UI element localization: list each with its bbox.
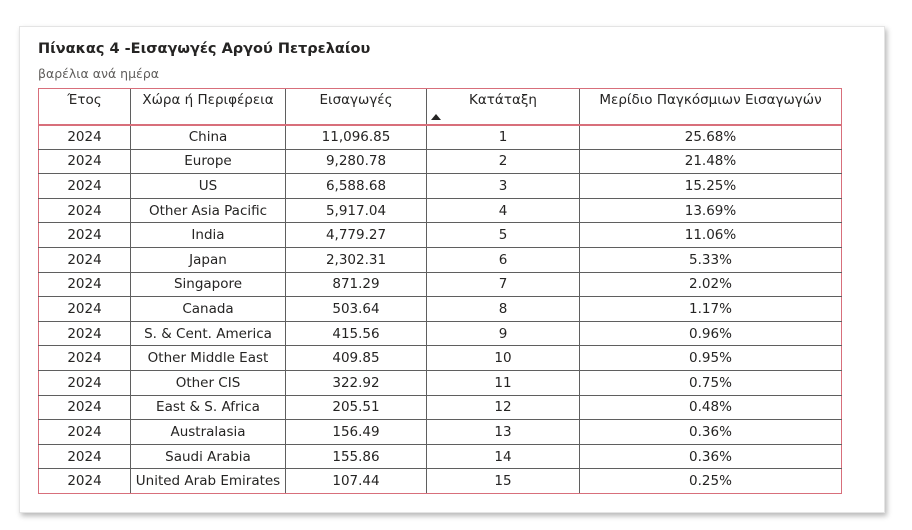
cell-imports: 9,280.78 [286,149,427,174]
cell-imports: 415.56 [286,321,427,346]
cell-rank: 9 [427,321,580,346]
table-row [39,174,842,199]
column-header-label: Κατάταξη [469,92,537,108]
table-row [39,272,842,297]
cell-year: 2024 [39,395,131,420]
column-header-label: Μερίδιο Παγκόσμιων Εισαγωγών [599,92,822,108]
cell-year: 2024 [39,272,131,297]
cell-year: 2024 [39,125,131,150]
cell-share: 13.69% [580,198,842,223]
cell-share: 0.48% [580,395,842,420]
column-header-label: Χώρα ή Περιφέρεια [142,92,274,108]
cell-imports: 409.85 [286,346,427,371]
sort-ascending-icon[interactable] [431,114,441,120]
cell-share: 5.33% [580,247,842,272]
cell-imports: 6,588.68 [286,174,427,199]
cell-rank: 15 [427,469,580,494]
cell-year: 2024 [39,297,131,322]
cell-imports: 5,917.04 [286,198,427,223]
cell-country: US [131,174,286,199]
table-row [39,297,842,322]
cell-year: 2024 [39,198,131,223]
table-row [39,395,842,420]
cell-rank: 7 [427,272,580,297]
cell-imports: 4,779.27 [286,223,427,248]
report-title: Πίνακας 4 -Εισαγωγές Αργού Πετρελαίου [38,41,371,57]
cell-rank: 2 [427,149,580,174]
cell-imports: 322.92 [286,370,427,395]
column-header-year[interactable] [39,89,131,125]
cell-country: Other CIS [131,370,286,395]
table-row [39,125,842,150]
table-row [39,346,842,371]
cell-rank: 6 [427,247,580,272]
cell-country: Australasia [131,420,286,445]
report-subtitle: βαρέλια ανά ημέρα [38,66,159,81]
cell-country: United Arab Emirates [131,469,286,494]
column-header-share[interactable] [580,89,842,125]
cell-year: 2024 [39,346,131,371]
cell-country: Singapore [131,272,286,297]
cell-country: Other Middle East [131,346,286,371]
table-visual-card [19,26,885,513]
table-row [39,149,842,174]
cell-rank: 8 [427,297,580,322]
cell-imports: 503.64 [286,297,427,322]
cell-share: 0.25% [580,469,842,494]
cell-year: 2024 [39,247,131,272]
cell-year: 2024 [39,321,131,346]
table-row [39,223,842,248]
cell-rank: 13 [427,420,580,445]
cell-share: 0.36% [580,444,842,469]
cell-rank: 5 [427,223,580,248]
cell-share: 25.68% [580,125,842,150]
cell-year: 2024 [39,149,131,174]
cell-share: 0.36% [580,420,842,445]
cell-imports: 11,096.85 [286,125,427,150]
cell-share: 11.06% [580,223,842,248]
cell-imports: 156.49 [286,420,427,445]
cell-share: 0.95% [580,346,842,371]
cell-year: 2024 [39,223,131,248]
cell-imports: 871.29 [286,272,427,297]
cell-year: 2024 [39,370,131,395]
table-row [39,420,842,445]
cell-imports: 155.86 [286,444,427,469]
cell-share: 2.02% [580,272,842,297]
cell-imports: 107.44 [286,469,427,494]
table-row [39,198,842,223]
imports-table [38,88,842,494]
table-row [39,370,842,395]
cell-country: Other Asia Pacific [131,198,286,223]
cell-country: China [131,125,286,150]
column-header-imports[interactable] [286,89,427,125]
cell-year: 2024 [39,174,131,199]
column-header-label: Έτος [67,92,102,108]
cell-imports: 2,302.31 [286,247,427,272]
table-row [39,247,842,272]
cell-country: Canada [131,297,286,322]
cell-share: 21.48% [580,149,842,174]
cell-year: 2024 [39,469,131,494]
cell-country: East & S. Africa [131,395,286,420]
cell-share: 0.96% [580,321,842,346]
table-body [39,125,842,494]
column-header-label: Εισαγωγές [319,92,393,108]
cell-rank: 4 [427,198,580,223]
table-row [39,469,842,494]
column-header-rank[interactable] [427,89,580,125]
table-row [39,321,842,346]
column-header-country[interactable] [131,89,286,125]
cell-year: 2024 [39,444,131,469]
table-row [39,444,842,469]
table-header-row [39,89,842,125]
cell-country: Europe [131,149,286,174]
cell-rank: 12 [427,395,580,420]
cell-rank: 1 [427,125,580,150]
cell-share: 1.17% [580,297,842,322]
cell-year: 2024 [39,420,131,445]
cell-country: India [131,223,286,248]
cell-imports: 205.51 [286,395,427,420]
cell-country: Saudi Arabia [131,444,286,469]
cell-share: 15.25% [580,174,842,199]
cell-rank: 10 [427,346,580,371]
cell-country: Japan [131,247,286,272]
cell-country: S. & Cent. America [131,321,286,346]
cell-rank: 3 [427,174,580,199]
cell-share: 0.75% [580,370,842,395]
cell-rank: 11 [427,370,580,395]
cell-rank: 14 [427,444,580,469]
